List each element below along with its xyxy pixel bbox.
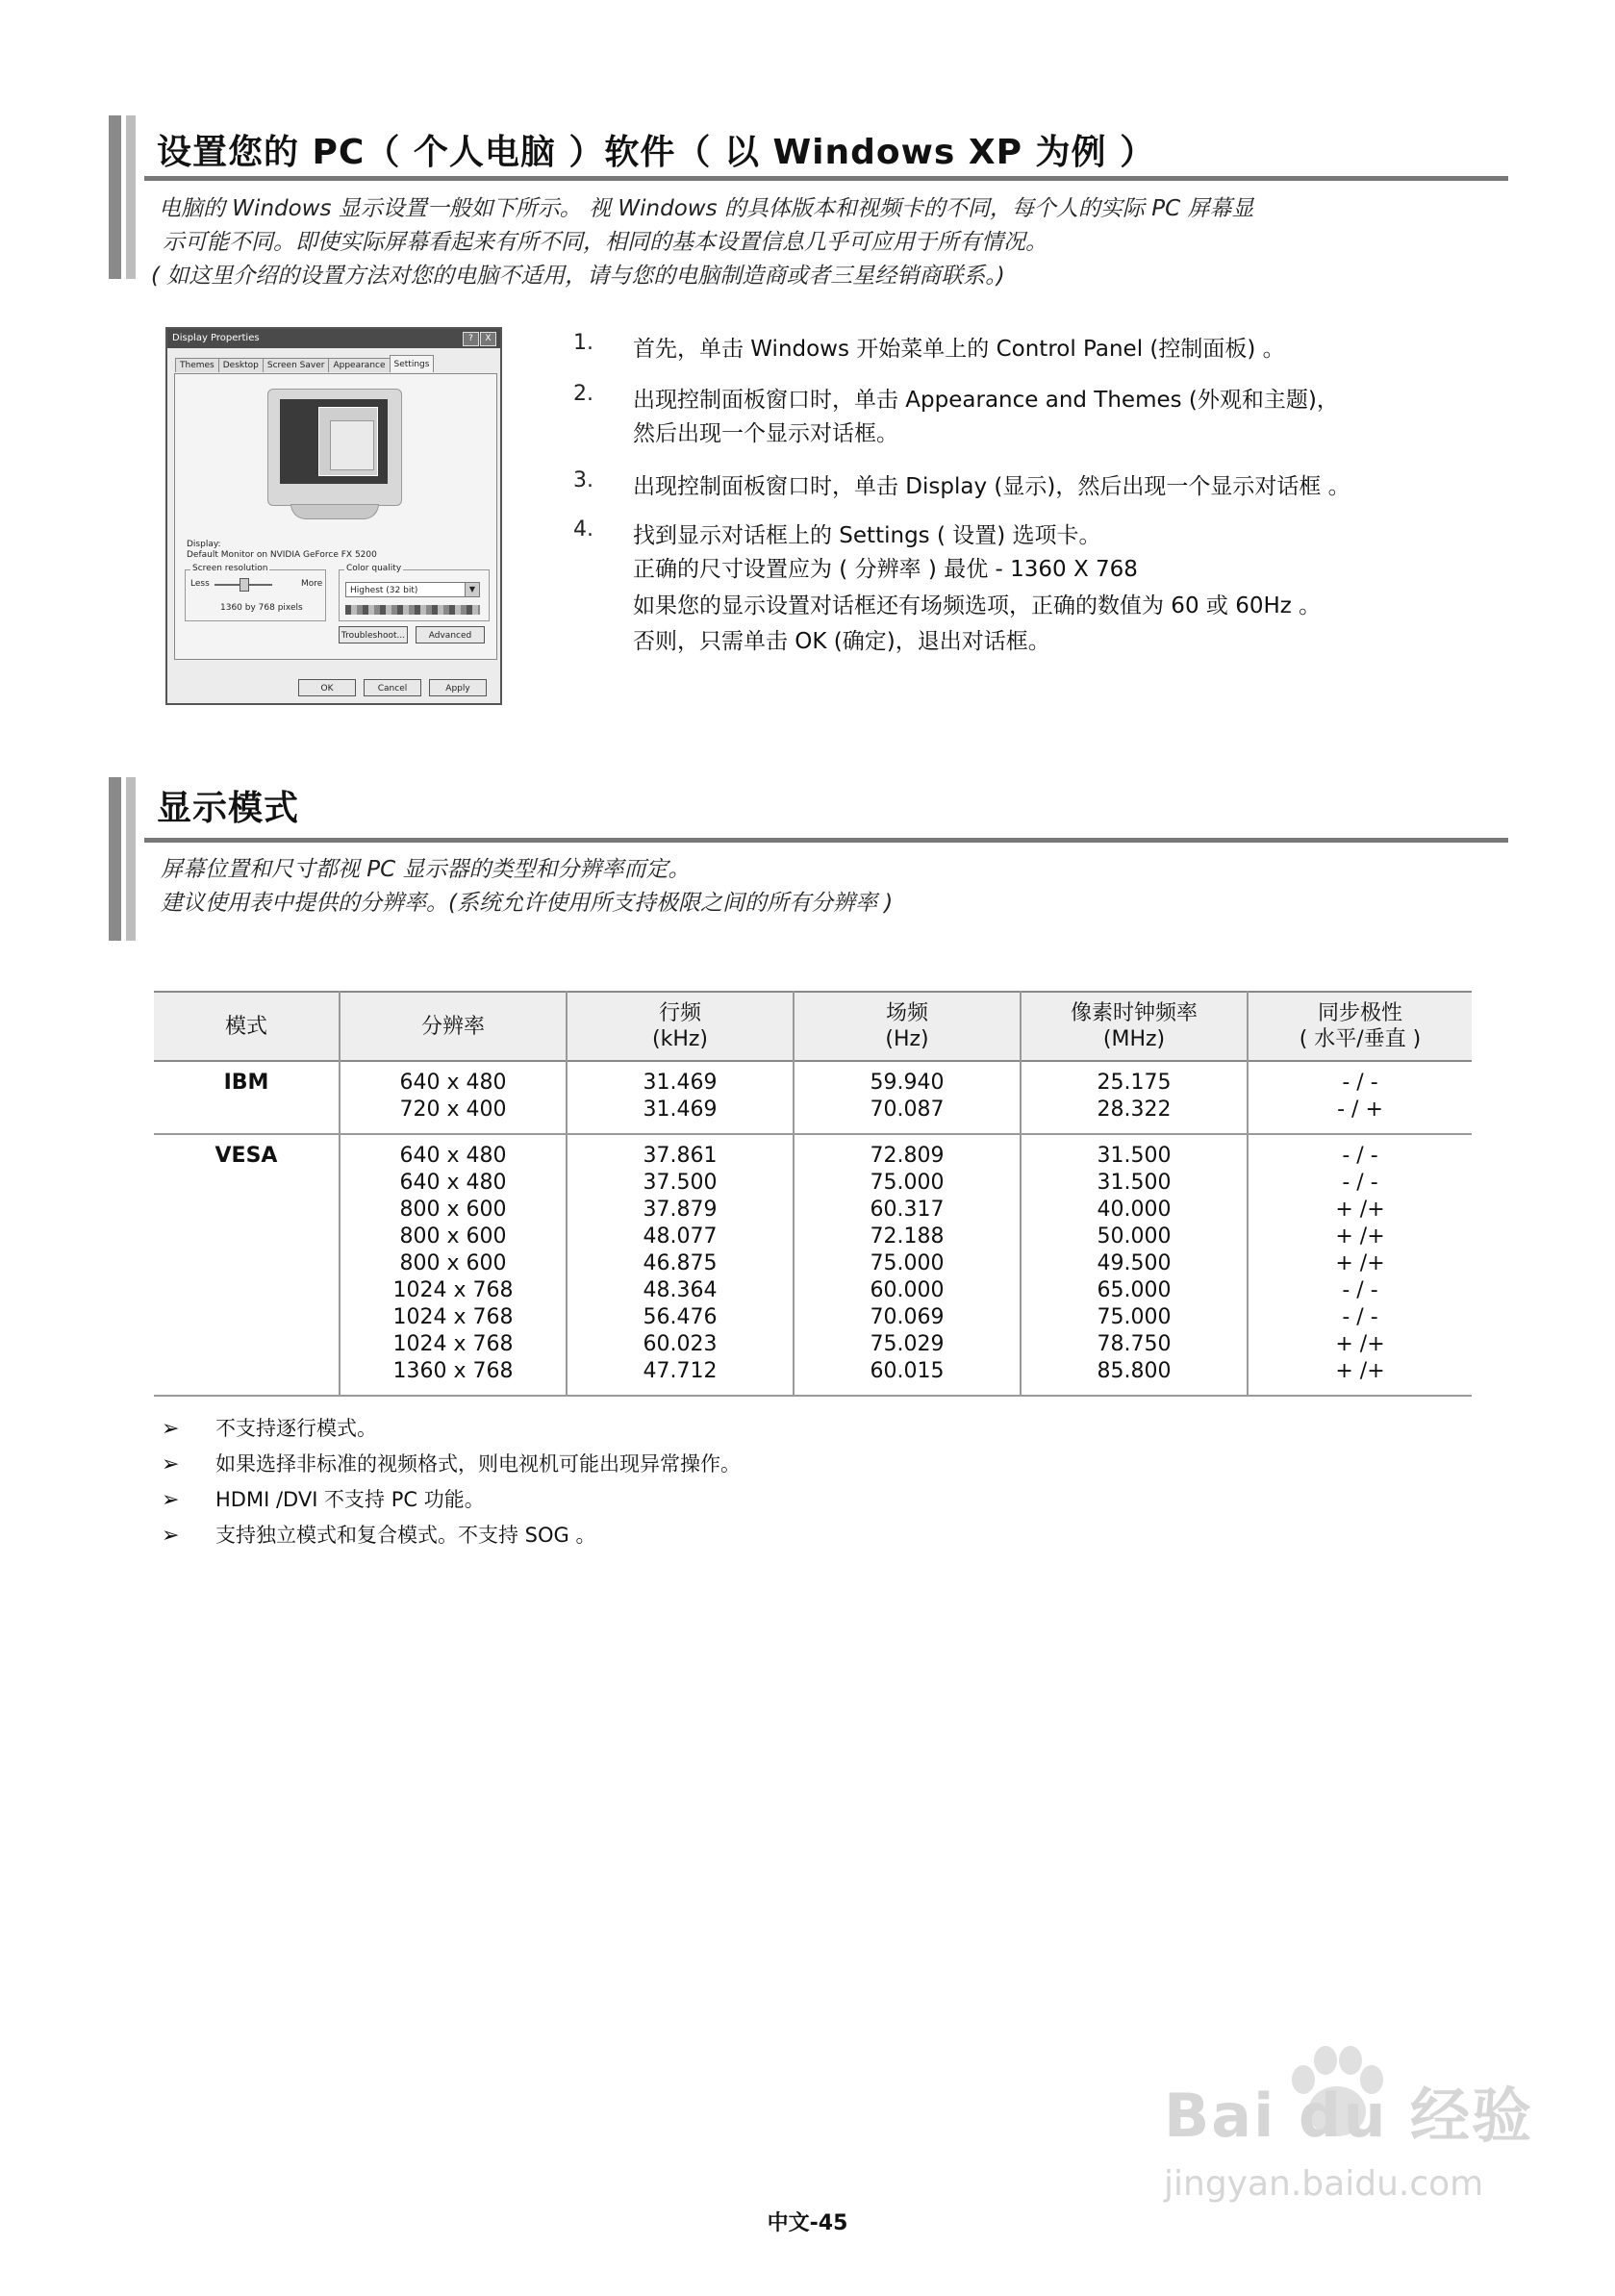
polarity-value: - / -: [1342, 1071, 1378, 1095]
resolution-value: 800 x 600: [399, 1198, 507, 1222]
polarity-value: - / -: [1342, 1171, 1378, 1195]
polarity-value: + /+: [1335, 1332, 1385, 1356]
pixel-clock-value: 25.175: [1097, 1071, 1172, 1095]
step-number: 4.: [573, 517, 593, 542]
note-text: HDMI /DVI 不支持 PC 功能。: [215, 1488, 485, 1511]
resolution-value: 640 x 480: [399, 1171, 507, 1195]
note-item: [162, 1413, 377, 1442]
mode-cell: IBM: [154, 1061, 340, 1134]
less-label: Less: [190, 579, 210, 589]
h-freq-cell: [567, 1134, 794, 1396]
v-freq-value: 60.000: [870, 1278, 945, 1302]
cancel-button[interactable]: Cancel: [364, 679, 421, 696]
tab-appearance[interactable]: Appearance: [328, 358, 390, 372]
display-properties-dialog: [165, 327, 502, 705]
help-button[interactable]: ?: [463, 332, 479, 346]
h-freq-value: 37.500: [643, 1171, 718, 1195]
h-freq-value: 47.712: [643, 1359, 718, 1383]
v-freq-value: 72.188: [870, 1224, 945, 1249]
step-number: 1.: [573, 331, 593, 355]
resolution-value: 640 x 480: [399, 1071, 507, 1095]
h-freq-value: 60.023: [643, 1332, 718, 1356]
pixel-clock-value: 49.500: [1097, 1251, 1172, 1275]
resolution-value: 1024 x 768: [392, 1332, 514, 1356]
intro-line: 建议使用表中提供的分辨率。(系统允许使用所支持极限之间的所有分辨率 ): [161, 891, 894, 916]
table-row: [154, 1061, 1472, 1134]
resolution-value: 1360 by 768 pixels: [220, 603, 303, 613]
step-text: 否则，只需单击 OK (确定)，退出对话框。: [633, 629, 1050, 654]
dialog-title: Display Properties: [172, 333, 260, 343]
baidu-watermark-logo: Bai du 经验: [1164, 2081, 1534, 2151]
step-text: 正确的尺寸设置应为 ( 分辨率 ) 最优 - 1360 X 768: [633, 557, 1138, 582]
troubleshoot-button[interactable]: Troubleshoot...: [339, 626, 408, 643]
display-modes-table: [154, 991, 1472, 1397]
arrow-icon: ➢: [162, 1417, 180, 1441]
v-freq-value: 60.317: [870, 1198, 945, 1222]
v-freq-value: 60.015: [870, 1359, 945, 1383]
resolution-cell: [340, 1134, 567, 1396]
pixel-clock-value: 31.500: [1097, 1144, 1172, 1168]
page-number: 中文-45: [767, 2211, 848, 2235]
v-freq-value: 75.000: [870, 1251, 945, 1275]
tab-desktop[interactable]: Desktop: [218, 358, 264, 372]
polarity-value: + /+: [1335, 1359, 1385, 1383]
step-number: 2.: [573, 382, 593, 406]
resolution-cell: [340, 1061, 567, 1134]
note-text: 不支持逐行模式。: [215, 1417, 377, 1440]
apply-button[interactable]: Apply: [429, 679, 487, 696]
note-text: 如果选择非标准的视频格式，则电视机可能出现异常操作。: [215, 1452, 741, 1476]
intro-line: ( 如这里介绍的设置方法对您的电脑不适用，请与您的电脑制造商或者三星经销商联系。): [151, 264, 1005, 289]
dialog-tabs: [175, 358, 433, 372]
section2-title: 显示模式: [157, 789, 300, 828]
step-number: 3.: [573, 468, 593, 492]
h-freq-cell: [567, 1061, 794, 1134]
note-text: 支持独立模式和复合模式。不支持 SOG 。: [215, 1524, 596, 1547]
h-freq-value: 48.364: [643, 1278, 718, 1302]
resolution-value: 1360 x 768: [392, 1359, 514, 1383]
resolution-value: 800 x 600: [399, 1224, 507, 1249]
section2-intro: [161, 853, 893, 921]
resolution-value: 720 x 400: [399, 1098, 507, 1122]
baidu-watermark-url: jingyan.baidu.com: [1164, 2164, 1484, 2204]
pixel-clock-value: 40.000: [1097, 1198, 1172, 1222]
arrow-icon: ➢: [162, 1452, 180, 1476]
polarity-value: + /+: [1335, 1198, 1385, 1222]
tab-themes[interactable]: Themes: [175, 358, 219, 372]
color-preview-bar: [345, 605, 480, 615]
header-v-freq: 场频 (Hz): [794, 992, 1021, 1061]
section2-accent-bars: [109, 777, 138, 941]
h-freq-value: 37.861: [643, 1144, 718, 1168]
intro-line: 示可能不同。即使实际屏幕看起来有所不同，相同的基本设置信息几乎可应用于所有情况。: [163, 230, 1047, 255]
arrow-icon: ➢: [162, 1524, 180, 1548]
mode-cell: VESA: [154, 1134, 340, 1396]
chevron-down-icon: ▼: [465, 583, 479, 596]
resolution-slider[interactable]: [214, 584, 272, 586]
table-row: [154, 1134, 1472, 1396]
pixel-clock-value: 85.800: [1097, 1359, 1172, 1383]
step-text: 然后出现一个显示对话框。: [633, 421, 898, 446]
close-button[interactable]: X: [480, 332, 496, 346]
resolution-value: 640 x 480: [399, 1144, 507, 1168]
resolution-value: 1024 x 768: [392, 1305, 514, 1329]
pixel-clock-value: 28.322: [1097, 1098, 1172, 1122]
note-item: [162, 1449, 741, 1477]
polarity-value: + /+: [1335, 1251, 1385, 1275]
section1-rule: [144, 176, 1508, 181]
step-text: 出现控制面板窗口时，单击 Display (显示)，然后出现一个显示对话框 。: [633, 474, 1350, 499]
section1-accent-bars: [109, 115, 138, 279]
h-freq-value: 31.469: [643, 1071, 718, 1095]
screen-resolution-group: [185, 564, 326, 621]
table-header-row: [154, 992, 1472, 1061]
polarity-value: - / -: [1342, 1144, 1378, 1168]
color-quality-group: [339, 564, 490, 621]
advanced-button[interactable]: Advanced: [416, 626, 485, 643]
tab-settings[interactable]: Settings: [390, 355, 435, 372]
monitor-stand-icon: [290, 504, 379, 519]
intro-line: 屏幕位置和尺寸都视 PC 显示器的类型和分辨率而定。: [161, 857, 691, 882]
v-freq-value: 72.809: [870, 1144, 945, 1168]
tab-screen-saver[interactable]: Screen Saver: [263, 358, 330, 372]
v-freq-cell: [794, 1061, 1021, 1134]
section2-rule: [144, 838, 1508, 843]
slider-thumb[interactable]: [240, 578, 249, 592]
polarity-value: - / -: [1342, 1305, 1378, 1329]
settings-panel: [174, 373, 497, 660]
pixel-clock-value: 50.000: [1097, 1224, 1172, 1249]
h-freq-value: 46.875: [643, 1251, 718, 1275]
h-freq-value: 37.879: [643, 1198, 718, 1222]
monitor-icon: [267, 389, 402, 506]
pixel-clock-cell: [1021, 1061, 1248, 1134]
header-pixel-clock: 像素时钟频率 (MHz): [1021, 992, 1248, 1061]
color-quality-value: Highest (32 bit): [350, 586, 418, 595]
display-label: Display:: [187, 540, 221, 549]
header-h-freq: 行频 (kHz): [567, 992, 794, 1061]
section1-title: 设置您的 PC（ 个人电脑 ）软件（ 以 Windows XP 为例 ）: [157, 133, 1156, 172]
more-label: More: [301, 579, 323, 589]
step-text: 找到显示对话框上的 Settings ( 设置) 选项卡。: [633, 523, 1101, 548]
step-text: 首先，单击 Windows 开始菜单上的 Control Panel (控制面板) 。: [633, 337, 1285, 362]
h-freq-value: 56.476: [643, 1305, 718, 1329]
arrow-icon: ➢: [162, 1488, 180, 1512]
ok-button[interactable]: OK: [298, 679, 356, 696]
intro-line: 电脑的 Windows 显示设置一般如下所示。 视 Windows 的具体版本和视频卡的不同，每个人的实际 PC 屏幕显: [159, 196, 1254, 221]
screen-resolution-label: Screen resolution: [192, 564, 268, 573]
resolution-value: 800 x 600: [399, 1251, 507, 1275]
color-quality-select[interactable]: [345, 582, 480, 597]
v-freq-value: 75.029: [870, 1332, 945, 1356]
note-item: [162, 1484, 485, 1513]
step-text: 如果您的显示设置对话框还有场频选项，正确的数值为 60 或 60Hz 。: [633, 593, 1322, 618]
header-mode: 模式: [154, 992, 340, 1061]
header-resolution: 分辨率: [340, 992, 567, 1061]
resolution-value: 1024 x 768: [392, 1278, 514, 1302]
note-item: [162, 1520, 595, 1549]
display-value: Default Monitor on NVIDIA GeForce FX 5200: [187, 550, 377, 560]
polarity-value: - / -: [1342, 1278, 1378, 1302]
h-freq-value: 31.469: [643, 1098, 718, 1122]
h-freq-value: 48.077: [643, 1224, 718, 1249]
section1-intro: [151, 192, 1254, 293]
polarity-cell: [1248, 1134, 1472, 1396]
color-quality-label: Color quality: [346, 564, 402, 573]
pixel-clock-value: 75.000: [1097, 1305, 1172, 1329]
polarity-value: + /+: [1335, 1224, 1385, 1249]
v-freq-value: 59.940: [870, 1071, 945, 1095]
v-freq-value: 75.000: [870, 1171, 945, 1195]
header-polarity: 同步极性 ( 水平/垂直 ): [1248, 992, 1472, 1061]
step-text: 出现控制面板窗口时，单击 Appearance and Themes (外观和主题)，: [633, 388, 1339, 413]
polarity-value: - / +: [1337, 1098, 1383, 1122]
v-freq-value: 70.087: [870, 1098, 945, 1122]
dialog-titlebar: [167, 329, 500, 348]
polarity-cell: [1248, 1061, 1472, 1134]
v-freq-value: 70.069: [870, 1305, 945, 1329]
pixel-clock-cell: [1021, 1134, 1248, 1396]
pixel-clock-value: 65.000: [1097, 1278, 1172, 1302]
pixel-clock-value: 78.750: [1097, 1332, 1172, 1356]
v-freq-cell: [794, 1134, 1021, 1396]
pixel-clock-value: 31.500: [1097, 1171, 1172, 1195]
